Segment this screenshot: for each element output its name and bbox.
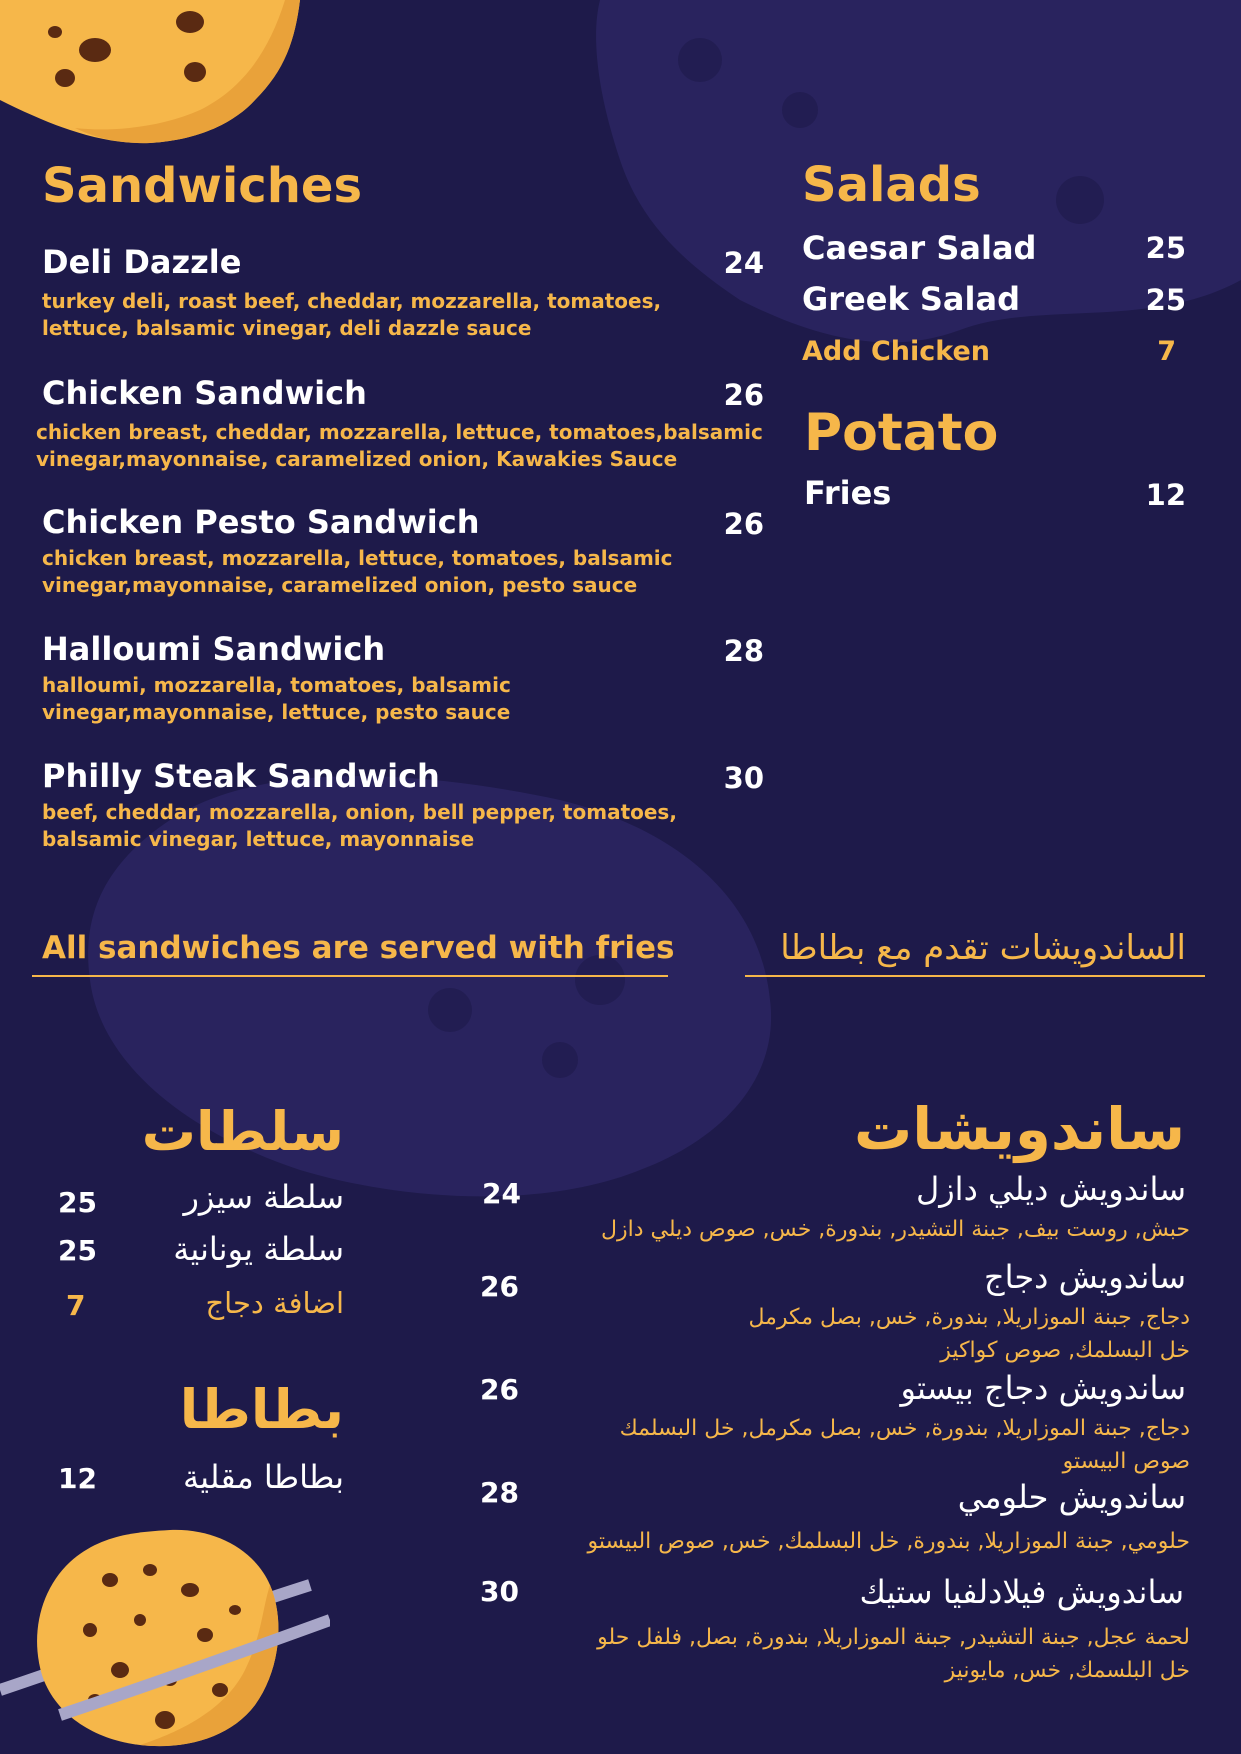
divider: [32, 975, 668, 977]
menu-item-desc: vinegar,mayonnaise, caramelized onion, pesto sauce: [42, 573, 638, 597]
salad-item-name-ar: سلطة يونانية: [173, 1230, 344, 1268]
menu-item-name-ar: ساندويش حلومي: [957, 1478, 1186, 1516]
potato-item-price: 12: [1145, 478, 1186, 512]
menu-item-name: Halloumi Sandwich: [42, 630, 386, 668]
menu-item-desc-ar: خل البلسمك, خس, مايونيز: [944, 1658, 1190, 1683]
salad-item-price: 25: [1145, 231, 1186, 265]
salad-item-price: 25: [1145, 283, 1186, 317]
menu-item-desc-ar: دجاج, جبنة الموزاريلا, بندورة, خس, بصل مكرمل, خل البسلمك: [619, 1416, 1190, 1441]
menu-item-price-ar: 30: [480, 1575, 519, 1608]
menu-item-desc: lettuce, balsamic vinegar, deli dazzle sauce: [42, 316, 532, 340]
menu-item-desc: balsamic vinegar, lettuce, mayonnaise: [42, 827, 475, 851]
menu-item-desc: turkey deli, roast beef, cheddar, mozzarella, tomatoes,: [42, 289, 662, 313]
fries-note-ar: الساندويشات تقدم مع بطاطا: [780, 928, 1186, 968]
cookie-icon: [0, 0, 310, 150]
menu-item-price: 24: [723, 246, 764, 280]
menu-item-name-ar: ساندويش دجاج بيستو: [900, 1369, 1186, 1407]
menu-item-desc: beef, cheddar, mozzarella, onion, bell pepper, tomatoes,: [42, 800, 677, 824]
add-chicken-price-ar: 7: [66, 1289, 86, 1322]
menu-item-price: 30: [723, 761, 764, 795]
menu-item-desc-ar: خل البسلمك, صوص كواكيز: [940, 1338, 1190, 1363]
salads-title: Salads: [802, 157, 981, 213]
salads-title-ar: سلطات: [141, 1100, 344, 1163]
potato-title-ar: بطاطا: [179, 1378, 344, 1441]
menu-item-desc-ar: حلومي, جبنة الموزاريلا, بندورة, خل البسلمك, خس, صوص البيستو: [587, 1529, 1190, 1554]
potato-title: Potato: [804, 403, 999, 463]
menu-item-desc-ar: لحمة عجل, جبنة التشيدر, جبنة الموزاريلا, بندورة, بصل, فلفل حلو: [597, 1625, 1190, 1650]
menu-item-desc-ar: حبش, روست بيف, جبنة التشيدر, بندورة, خس, صوص ديلي دازل: [600, 1217, 1190, 1242]
menu-item-name: Philly Steak Sandwich: [42, 757, 440, 795]
potato-item-name-ar: بطاطا مقلية: [182, 1458, 344, 1496]
potato-item-price-ar: 12: [58, 1462, 97, 1495]
menu-item-desc: vinegar,mayonnaise, lettuce, pesto sauce: [42, 700, 511, 724]
menu-item-price: 26: [723, 507, 764, 541]
potato-item-name: Fries: [804, 474, 892, 512]
menu-item-price: 28: [723, 634, 764, 668]
menu-item-name: Chicken Sandwich: [42, 374, 367, 412]
add-chicken-price: 7: [1157, 336, 1176, 367]
cookie-planet-icon: [0, 1510, 330, 1754]
menu-item-name-ar: ساندويش ديلي دازل: [915, 1170, 1186, 1208]
menu-item-desc: vinegar,mayonnaise, caramelized onion, Kawakies Sauce: [36, 447, 678, 471]
add-chicken-label: Add Chicken: [802, 336, 991, 367]
salad-item-name-ar: سلطة سيزر: [183, 1178, 344, 1216]
menu-item-name-ar: ساندويش فيلادلفيا ستيك: [859, 1573, 1184, 1611]
menu-item-name: Deli Dazzle: [42, 243, 242, 281]
divider: [745, 975, 1205, 977]
salad-item-name: Greek Salad: [802, 280, 1020, 318]
menu-item-desc-ar: دجاج, جبنة الموزاريلا, بندورة, خس, بصل مكرمل: [748, 1305, 1190, 1330]
menu-item-price-ar: 26: [480, 1373, 519, 1406]
menu-item-price: 26: [723, 378, 764, 412]
menu-item-price-ar: 26: [480, 1270, 519, 1303]
menu-item-price-ar: 28: [480, 1476, 519, 1509]
menu-item-name-ar: ساندويش دجاج: [983, 1258, 1186, 1296]
menu-item-desc: chicken breast, cheddar, mozzarella, lettuce, tomatoes,balsamic: [36, 420, 763, 444]
menu-item-price-ar: 24: [482, 1177, 521, 1210]
salad-item-price-ar: 25: [58, 1186, 97, 1219]
menu-item-desc-ar: صوص البيستو: [1062, 1449, 1190, 1474]
salad-item-name: Caesar Salad: [802, 229, 1037, 267]
menu-item-desc: chicken breast, mozzarella, lettuce, tomatoes, balsamic: [42, 546, 673, 570]
sandwiches-title-ar: ساندويشات: [853, 1095, 1185, 1163]
menu-item-desc: halloumi, mozzarella, tomatoes, balsamic: [42, 673, 511, 697]
fries-note-en: All sandwiches are served with fries: [42, 930, 675, 966]
add-chicken-label-ar: اضافة دجاج: [205, 1286, 344, 1320]
sandwiches-title: Sandwiches: [42, 158, 363, 214]
menu-item-name: Chicken Pesto Sandwich: [42, 503, 480, 541]
salad-item-price-ar: 25: [58, 1234, 97, 1267]
